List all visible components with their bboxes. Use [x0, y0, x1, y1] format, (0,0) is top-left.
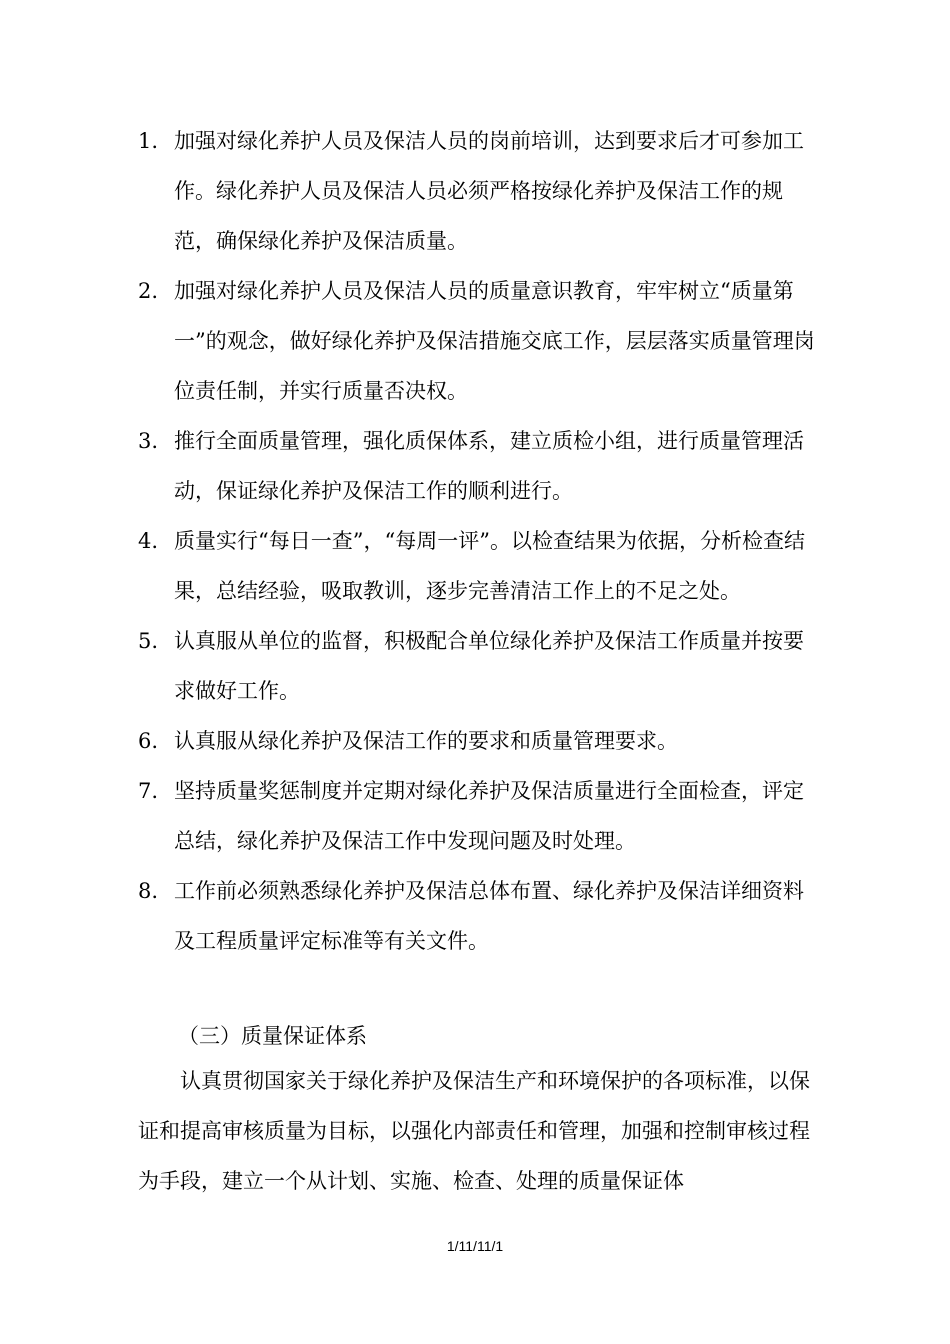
item-text: 工作前必须熟悉绿化养护及保洁总体布置、绿化养护及保洁详细资料及工程质量评定标准等有关文件。 — [174, 879, 804, 953]
item-number: 4. — [138, 529, 159, 553]
list-item — [138, 616, 818, 716]
item-text: 认真服从绿化养护及保洁工作的要求和质量管理要求。 — [174, 729, 678, 753]
item-number: 1. — [138, 129, 159, 153]
item-text: 认真服从单位的监督，积极配合单位绿化养护及保洁工作质量并按要求做好工作。 — [174, 629, 804, 703]
item-text: 坚持质量奖惩制度并定期对绿化养护及保洁质量进行全面检查，评定总结，绿化养护及保洁工作中发现问题及时处理。 — [174, 779, 804, 853]
list-item — [138, 866, 818, 966]
list-item — [138, 266, 818, 416]
item-number: 5. — [138, 629, 159, 653]
section-heading: （三）质量保证体系 — [178, 1024, 367, 1048]
item-number: 2. — [138, 279, 159, 303]
requirements-list — [138, 116, 818, 966]
item-number: 7. — [138, 779, 159, 803]
item-number: 8. — [138, 879, 159, 903]
item-text: 加强对绿化养护人员及保洁人员的质量意识教育，牢牢树立“质量第一”的观念，做好绿化养护及保洁措施交底工作，层层落实质量管理岗位责任制，并实行质量否决权。 — [174, 279, 815, 403]
list-item — [138, 766, 818, 866]
list-item — [138, 116, 818, 266]
item-number: 6. — [138, 729, 159, 753]
item-text: 质量实行“每日一查”，“每周一评”。以检查结果为依据，分析检查结果，总结经验，吸取教训，逐步完善清洁工作上的不足之处。 — [174, 529, 805, 603]
item-number: 3. — [138, 429, 159, 453]
list-item — [138, 516, 818, 616]
item-text: 推行全面质量管理，强化质保体系，建立质检小组，进行质量管理活动，保证绿化养护及保洁工作的顺利进行。 — [174, 429, 804, 503]
list-item — [138, 716, 818, 766]
body-paragraph: 认真贯彻国家关于绿化养护及保洁生产和环境保护的各项标准，以保证和提高审核质量为目标，以强化内部责任和管理，加强和控制审核过程为手段，建立一个从计划、实施、检查、处理的质量保证体 — [138, 1069, 810, 1193]
page-number: 1/11/11/1 — [446, 1238, 504, 1254]
item-text: 加强对绿化养护人员及保洁人员的岗前培训，达到要求后才可参加工作。绿化养护人员及保洁人员必须严格按绿化养护及保洁工作的规范，确保绿化养护及保洁质量。 — [174, 129, 804, 253]
list-item — [138, 416, 818, 516]
